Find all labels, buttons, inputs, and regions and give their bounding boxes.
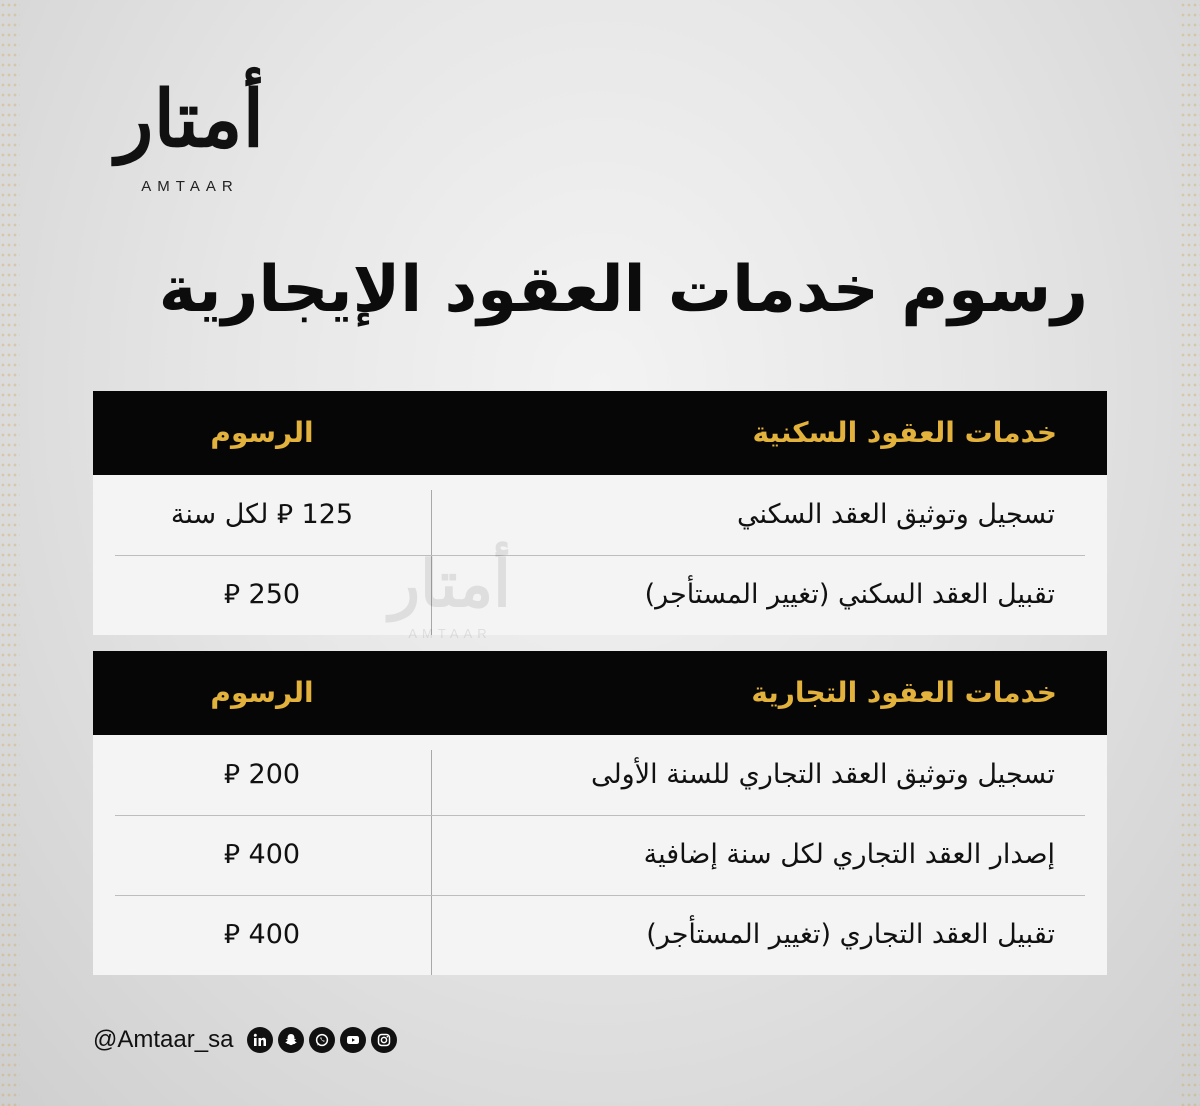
service-name: تقبيل العقد التجاري (تغيير المستأجر) (646, 919, 1055, 950)
service-name: تسجيل وتوثيق العقد التجاري للسنة الأولى (590, 759, 1055, 790)
footer (93, 1024, 397, 1056)
header-fee: الرسوم (210, 416, 314, 449)
fee-value: 200 ⃁ (223, 759, 301, 790)
service-name: إصدار العقد التجاري لكل سنة إضافية (643, 839, 1055, 870)
instagram-icon[interactable] (371, 1027, 397, 1053)
linkedin-icon[interactable] (247, 1027, 273, 1053)
snapchat-icon[interactable] (278, 1027, 304, 1053)
table-row (93, 895, 1107, 975)
table-body (93, 475, 1107, 635)
whatsapp-icon[interactable] (309, 1027, 335, 1053)
table-row (93, 475, 1107, 555)
logo-arabic: أمتار (115, 74, 265, 165)
fee-value: 400 ⃁ (223, 919, 301, 950)
service-name: تقبيل العقد السكني (تغيير المستأجر) (644, 579, 1055, 610)
social-handle[interactable]: @Amtaar_sa (93, 1026, 234, 1053)
table-row (93, 815, 1107, 895)
youtube-icon[interactable] (340, 1027, 366, 1053)
header-service: خدمات العقود التجارية (751, 676, 1057, 709)
table-row (93, 735, 1107, 815)
fee-value: 400 ⃁ (223, 839, 301, 870)
logo-latin: AMTAAR (141, 178, 239, 195)
decorative-dots-right (1180, 0, 1200, 1106)
header-fee: الرسوم (210, 676, 314, 709)
fee-value: 125 ⃁ لكل سنة (170, 499, 354, 530)
social-icons (247, 1027, 397, 1053)
decorative-dots-left (0, 0, 20, 1106)
table-row (93, 555, 1107, 635)
table-header (93, 391, 1107, 475)
fee-value: 250 ⃁ (223, 579, 301, 610)
table-header (93, 651, 1107, 735)
brand-logo (90, 70, 290, 210)
service-name: تسجيل وتوثيق العقد السكني (736, 499, 1055, 530)
page-title: رسوم خدمات العقود الإيجارية (158, 253, 1088, 327)
table-body (93, 735, 1107, 975)
header-service: خدمات العقود السكنية (752, 416, 1057, 449)
residential-fees-table (93, 391, 1107, 635)
commercial-fees-table (93, 651, 1107, 975)
